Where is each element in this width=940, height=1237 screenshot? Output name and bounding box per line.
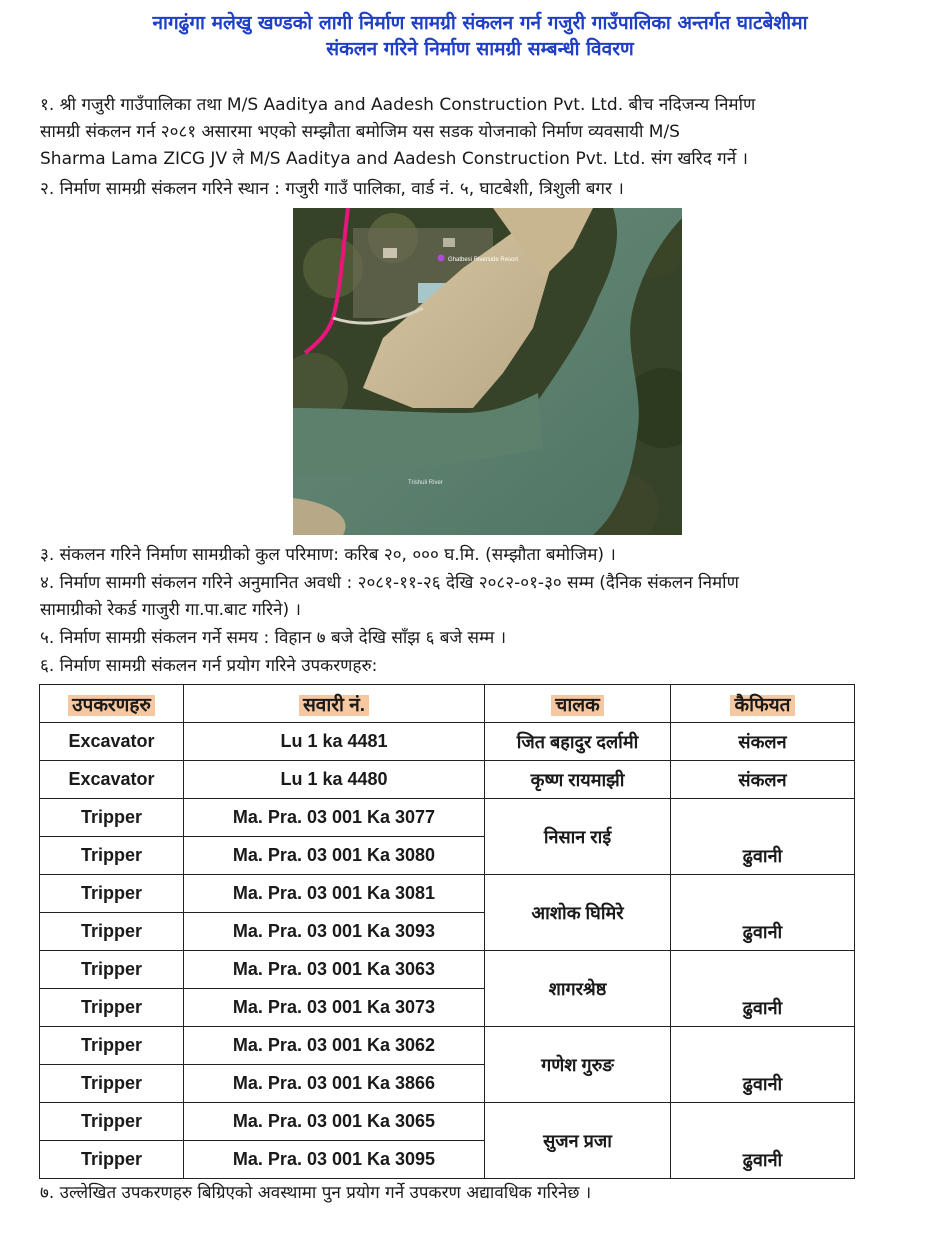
driver-cell: गणेश गुरुङ (485, 1027, 671, 1103)
table-row (40, 761, 855, 799)
equipment-cell: Tripper (40, 951, 184, 989)
map-label-resort: Ghatbesi Riverside Resort (448, 257, 519, 263)
driver-cell: आशोक घिमिरे (485, 875, 671, 951)
header-driver: चालक (485, 685, 671, 723)
table-row (40, 723, 855, 761)
vehicle-cell: Lu 1 ka 4480 (184, 761, 485, 799)
remark-cell: ढुवानी (671, 951, 855, 1027)
paragraph-4-duration (40, 570, 940, 624)
table-row (40, 875, 855, 913)
table-row (40, 799, 855, 837)
vehicle-cell: Ma. Pra. 03 001 Ka 3073 (184, 989, 485, 1027)
remark-cell: ढुवानी (671, 1103, 855, 1179)
vehicle-cell: Ma. Pra. 03 001 Ka 3080 (184, 837, 485, 875)
table-row (40, 1103, 855, 1141)
driver-cell: शागरश्रेष्ठ (485, 951, 671, 1027)
vehicle-cell: Ma. Pra. 03 001 Ka 3063 (184, 951, 485, 989)
vehicle-cell: Ma. Pra. 03 001 Ka 3093 (184, 913, 485, 951)
driver-cell: कृष्ण रायमाझी (485, 761, 671, 799)
title-line-2: संकलन गरिने निर्माण सामग्री सम्बन्धी विवरण (326, 38, 634, 60)
vehicle-cell: Ma. Pra. 03 001 Ka 3062 (184, 1027, 485, 1065)
remark-cell: संकलन (671, 761, 855, 799)
paragraph-2-location: २. निर्माण सामग्री संकलन गरिने स्थान : गजुरी गाउँ पालिका, वार्ड नं. ५, घाटबेशी, त्रिशुली बगर । (40, 179, 624, 199)
paragraph-6-equipment-heading: ६. निर्माण सामग्री संकलन गर्न प्रयोग गरिने उपकरणहरु: (40, 656, 378, 676)
table-row (40, 1027, 855, 1065)
vehicle-cell: Ma. Pra. 03 001 Ka 3065 (184, 1103, 485, 1141)
satellite-map-graphic (293, 208, 682, 535)
vehicle-cell: Lu 1 ka 4481 (184, 723, 485, 761)
paragraph-1 (40, 92, 940, 173)
equipment-cell: Tripper (40, 837, 184, 875)
driver-cell: निसान राई (485, 799, 671, 875)
paragraph-1-line-1: १. श्री गजुरी गाउँपालिका तथा M/S Aaditya and Aadesh Construction Pvt. Ltd. बीच नदिजन्य निर्माण (40, 95, 756, 115)
equipment-cell: Tripper (40, 875, 184, 913)
remark-cell: संकलन (671, 723, 855, 761)
map-label-river: Trishuli River (408, 480, 443, 486)
paragraph-3-quantity: ३. संकलन गरिने निर्माण सामग्रीको कुल परिमाण: करिब २०, ००० घ.मि. (सम्झौता बमोजिम) । (40, 545, 616, 565)
remark-cell: ढुवानी (671, 875, 855, 951)
driver-cell: सुजन प्रजा (485, 1103, 671, 1179)
equipment-cell: Tripper (40, 1141, 184, 1179)
driver-cell: जित बहादुर दर्लामी (485, 723, 671, 761)
paragraph-7-note: ७. उल्लेखित उपकरणहरु बिग्रिएको अवस्थामा पुन प्रयोग गर्ने उपकरण अद्यावधिक गरिनेछ । (40, 1183, 592, 1203)
paragraph-4-line-2: सामाग्रीको रेकर्ड गाजुरी गा.पा.बाट गरिने) । (40, 600, 301, 620)
vehicle-cell: Ma. Pra. 03 001 Ka 3095 (184, 1141, 485, 1179)
paragraph-5-time: ५. निर्माण सामग्री संकलन गर्ने समय : विहान ७ बजे देखि साँझ ६ बजे सम्म । (40, 628, 507, 648)
equipment-table (39, 684, 855, 1179)
equipment-cell: Tripper (40, 1027, 184, 1065)
equipment-cell: Tripper (40, 1065, 184, 1103)
remark-cell: ढुवानी (671, 1027, 855, 1103)
equipment-cell: Excavator (40, 723, 184, 761)
equipment-cell: Tripper (40, 1103, 184, 1141)
paragraph-1-line-2: सामग्री संकलन गर्न २०८१ असारमा भएको सम्झौता बमोजिम यस सडक योजनाको निर्माण व्यवसायी M/S (40, 122, 680, 142)
header-vehicle-number: सवारी नं. (184, 685, 485, 723)
header-equipment: उपकरणहरु (40, 685, 184, 723)
satellite-map-image (293, 208, 682, 535)
table-header-row (40, 685, 855, 723)
equipment-cell: Tripper (40, 989, 184, 1027)
vehicle-cell: Ma. Pra. 03 001 Ka 3077 (184, 799, 485, 837)
header-remark: कैफियत (671, 685, 855, 723)
vehicle-cell: Ma. Pra. 03 001 Ka 3866 (184, 1065, 485, 1103)
remark-cell: ढुवानी (671, 799, 855, 875)
equipment-cell: Excavator (40, 761, 184, 799)
vehicle-cell: Ma. Pra. 03 001 Ka 3081 (184, 875, 485, 913)
title-line-1: नागढुंगा मलेखु खण्डको लागी निर्माण सामग्री संकलन गर्न गजुरी गाउँपालिका अन्तर्गत घाटबेशीमा (152, 12, 808, 34)
table-row (40, 951, 855, 989)
document-title (40, 10, 920, 62)
equipment-cell: Tripper (40, 913, 184, 951)
paragraph-4-line-1: ४. निर्माण सामगी संकलन गरिने अनुमानित अवधी : २०८१-११-२६ देखि २०८२-०१-३० सम्म (दैनिक संकलन निर्माण (40, 573, 739, 593)
paragraph-1-line-3: Sharma Lama ZICG JV ले M/S Aaditya and Aadesh Construction Pvt. Ltd. संग खरिद गर्ने । (40, 149, 749, 169)
equipment-cell: Tripper (40, 799, 184, 837)
